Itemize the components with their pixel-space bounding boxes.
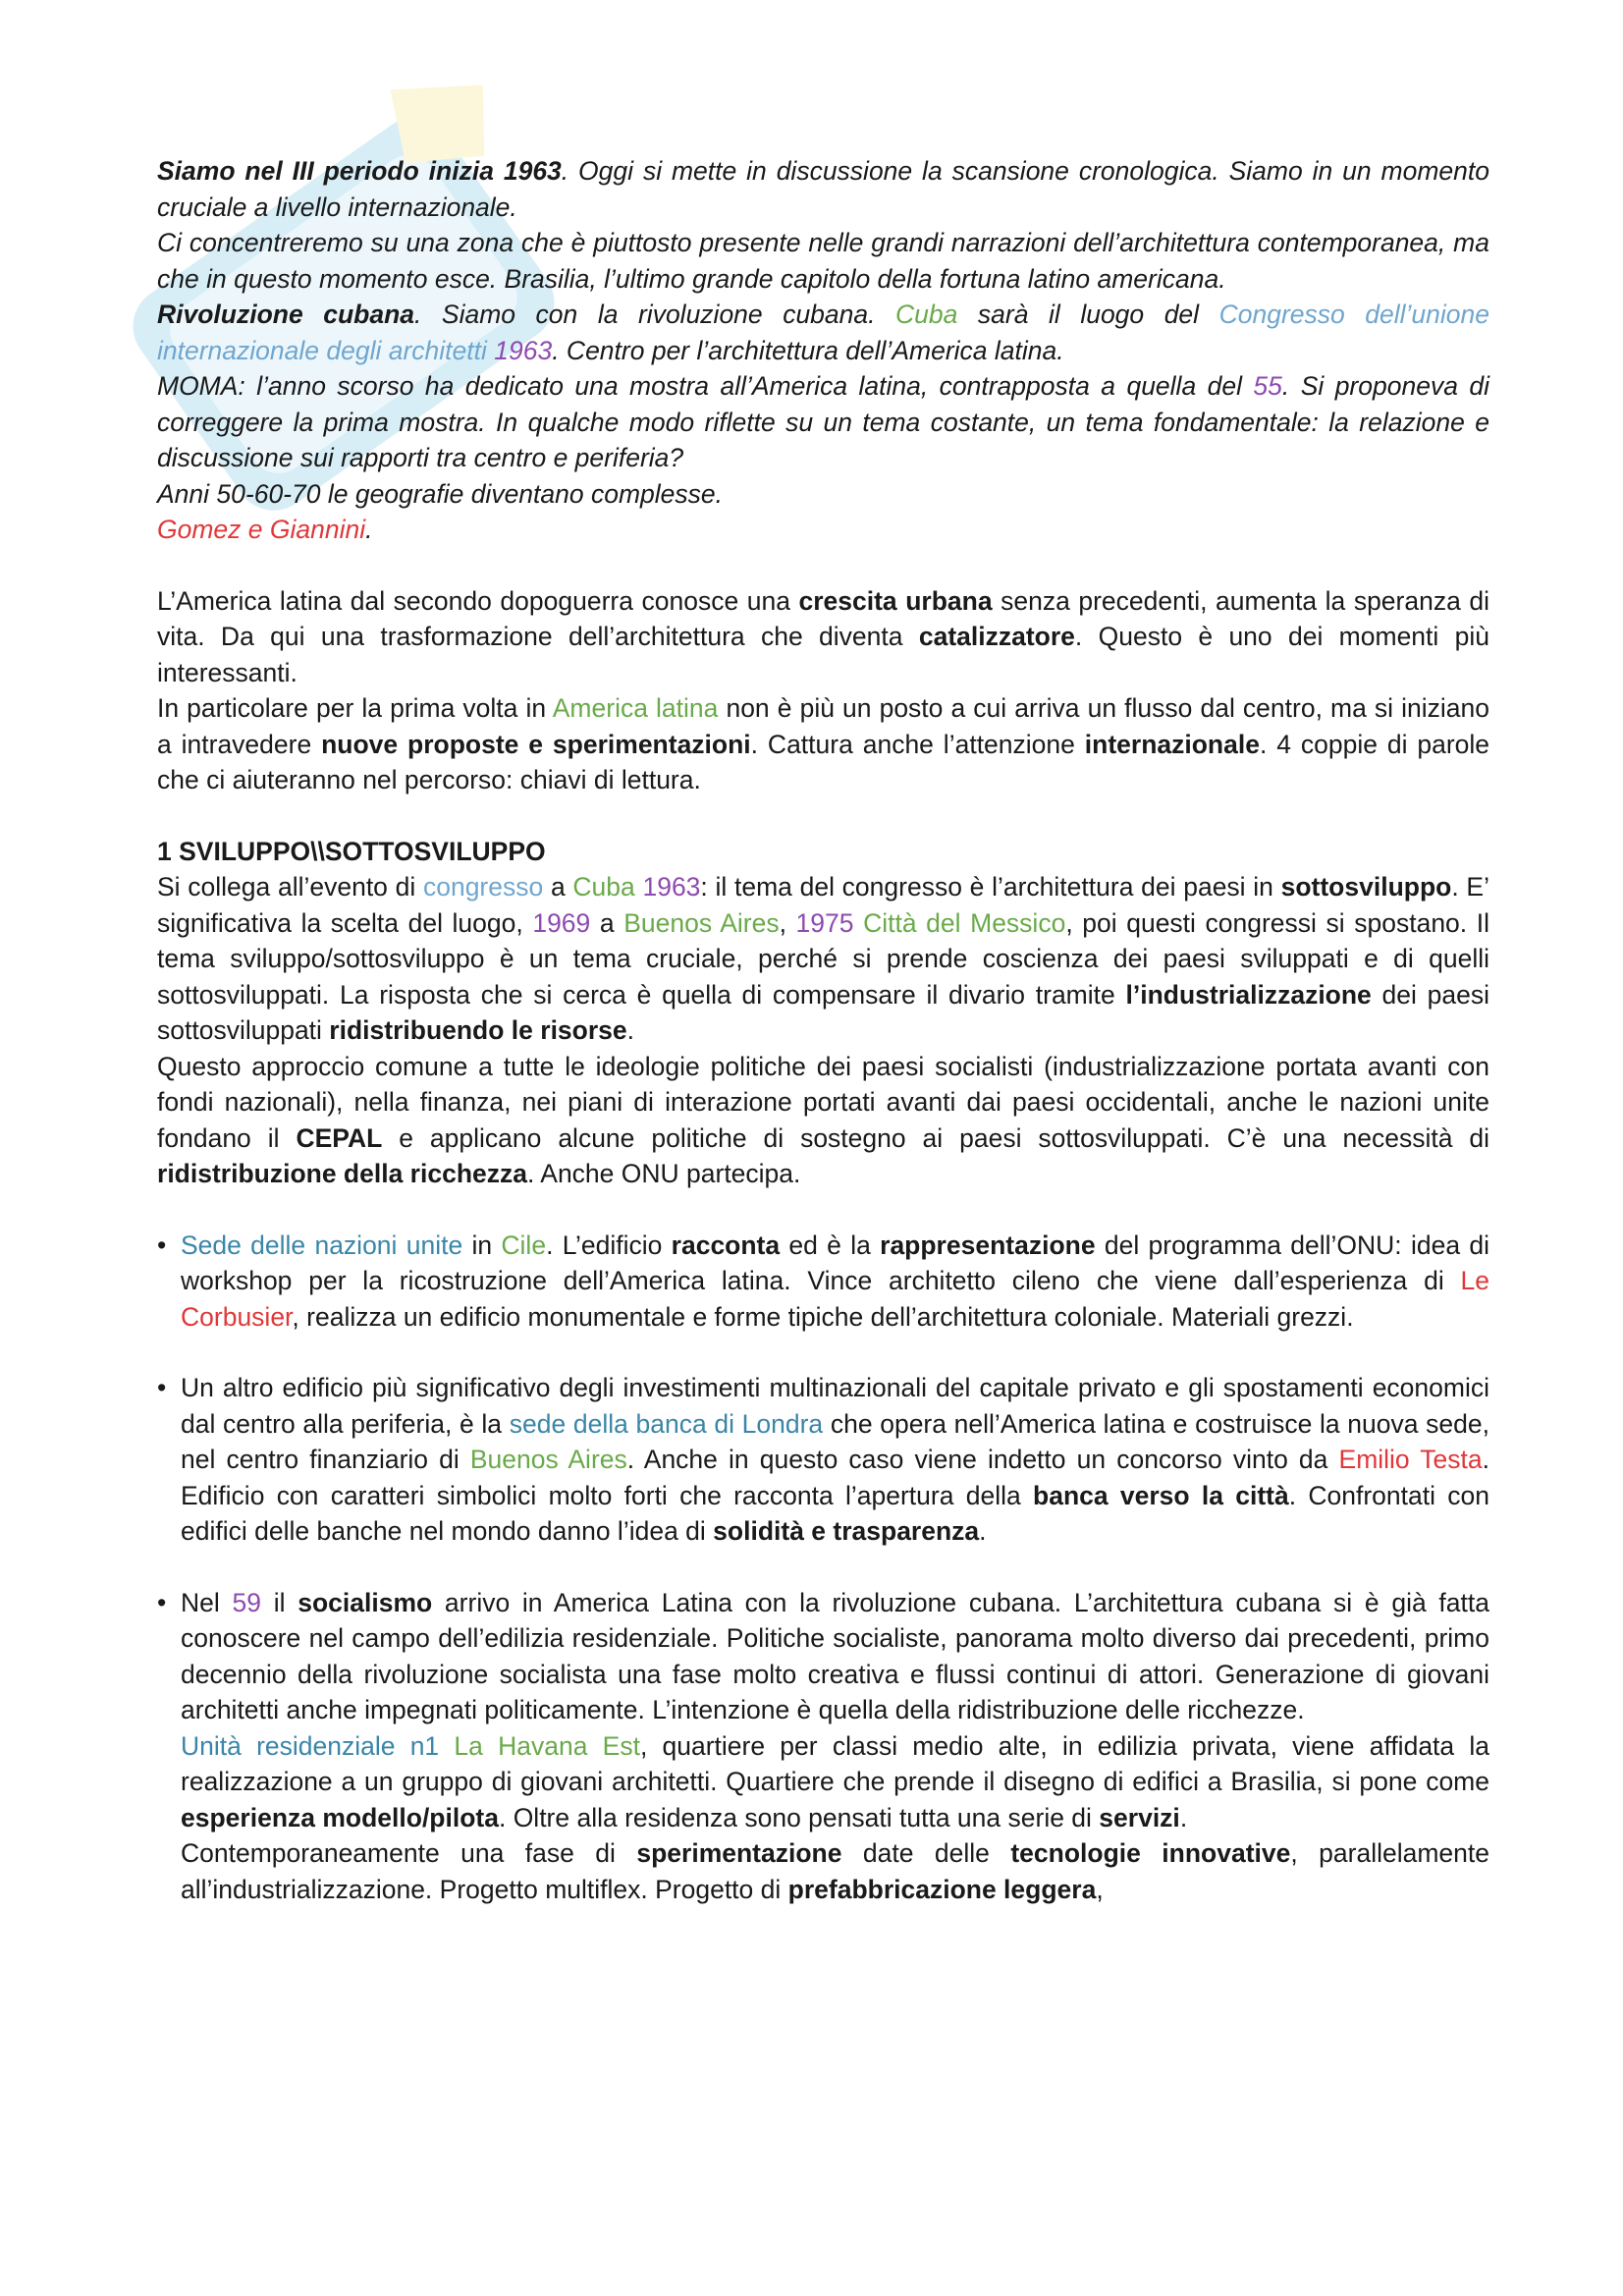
section1-heading: 1 SVILUPPO\\SOTTOSVILUPPO <box>157 836 546 866</box>
bullet-item-3: • Nel 59 il socialismo arrivo in America Latina con la rivoluzione cubana. L’architettura cubana si è già fatta conoscere nel campo dell’edilizia residenziale. Politiche socialiste, panorama molto diverso dai precedenti, primo decennio della rivoluzione socialista una fase molto creativa e flussi continui di attori. Generazione di giovani architetti anche impegnati politicamente. L’intenzione è quella della ridistribuzione delle ricchezze. <box>157 1585 1489 1728</box>
section0-paragraph-1: L’America latina dal secondo dopoguerra conosce una crescita urbana senza precedenti, aumenta la speranza di vita. Da qui una trasformazione dell’architettura che diventa catalizzatore. Questo è uno dei momenti più interessanti. <box>157 585 1489 687</box>
bullet-item-2: • Un altro edificio più significativo degli investimenti multinazionali del capitale privato e gli spostamenti economici dal centro alla periferia, è la sede della banca di Londra che opera nell’America latina e costruisce la nuova sede, nel centro finanziario di Buenos Aires. Anche in questo caso viene indetto un concorso vinto da Emilio Testa. Edificio con caratteri simbolici molto forti che racconta l’apertura della banca verso la città. Confrontati con edifici delle banche nel mondo danno l’idea di solidità e trasparenza. <box>157 1370 1489 1550</box>
document-page <box>157 153 1489 1907</box>
intro-paragraph-4: MOMA: l’anno scorso ha dedicato una mostra all’America latina, contrapposta a quella del 55. Si proponeva di correggere la prima mostra. In qualche modo riflette su un tema costante, un tema fondamentale: la relazione e discussione sui rapporti tra centro e periferia? <box>157 371 1489 472</box>
bullet-item-1: • Sede delle nazioni unite in Cile. L’edificio racconta ed è la rappresentazione del programma dell’ONU: idea di workshop per la ricostruzione dell’America latina. Vince architetto cileno che viene dall’esperienza di Le Corbusier, realizza un edificio monumentale e forme tipiche dell’architettura coloniale. Materiali grezzi. <box>157 1228 1489 1336</box>
bullet-item-3-paragraph-3: Contemporaneamente una fase di sperimentazione date delle tecnologie innovative, parallelamente all’industrializzazione. Progetto multiflex. Progetto di prefabbricazione leggera, <box>181 1838 1489 1904</box>
intro-paragraph-5: Anni 50-60-70 le geografie diventano complesse. <box>157 478 724 509</box>
bullet-item-3-paragraph-2: Unità residenziale n1 La Havana Est, quartiere per classi medio alte, in edilizia privata, viene affidata la realizzazione a un gruppo di giovani architetti. Quartiere che prende il disegno di edifici a Brasilia, si pone come esperienza modello/pilota. Oltre alla residenza sono pensati tutta una serie di servizi. <box>181 1730 1489 1832</box>
intro-paragraph-3: Rivoluzione cubana. Siamo con la rivoluzione cubana. Cuba sarà il luogo del Congresso dell’unione internazionale degli architetti 1963. Centro per l’architettura dell’America latina. <box>157 300 1489 365</box>
section1-paragraph-1: Si collega all’evento di congresso a Cuba 1963: il tema del congresso è l’architettura dei paesi in sottosviluppo. E’ significativa la scelta del luogo, 1969 a Buenos Aires, 1975 Città del Messico, poi questi congressi si spostano. Il tema sviluppo/sottosviluppo è un tema cruciale, perché si prende coscienza dei paesi sviluppati e di quelli sottosviluppati. La risposta che si cerca è quella di compensare il divario tramite l’industrializzazione dei paesi sottosviluppati ridistribuendo le risorse. <box>157 872 1489 1045</box>
section1-paragraph-2: Questo approccio comune a tutte le ideologie politiche dei paesi socialisti (industrializzazione portata avanti con fondi nazionali), nella finanza, nei piani di interazione portati avanti dai paesi occidentali, anche le nazioni unite fondano il CEPAL e applicano alcune politiche di sostegno ai paesi sottosviluppati. C’è una necessità di ridistribuzione della ricchezza. Anche ONU partecipa. <box>157 1051 1489 1188</box>
intro-paragraph-2: Ci concentreremo su una zona che è piuttosto presente nelle grandi narrazioni dell’architettura contemporanea, ma che in questo momento esce. Brasilia, l’ultimo grande capitolo della fortuna latino americana. <box>157 228 1489 294</box>
intro-paragraph-6: Gomez e Giannini. <box>157 515 373 544</box>
section0-paragraph-2: In particolare per la prima volta in America latina non è più un posto a cui arriva un flusso dal centro, ma si iniziano a intravedere nuove proposte e sperimentazioni. Cattura anche l’attenzione internazionale. 4 coppie di parole che ci aiuteranno nel percorso: chiavi di lettura. <box>157 693 1490 794</box>
intro-paragraph-1: Siamo nel III periodo inizia 1963. Oggi si mette in discussione la scansione cronologica. Siamo in un momento cruciale a livello internazionale. <box>157 156 1489 222</box>
